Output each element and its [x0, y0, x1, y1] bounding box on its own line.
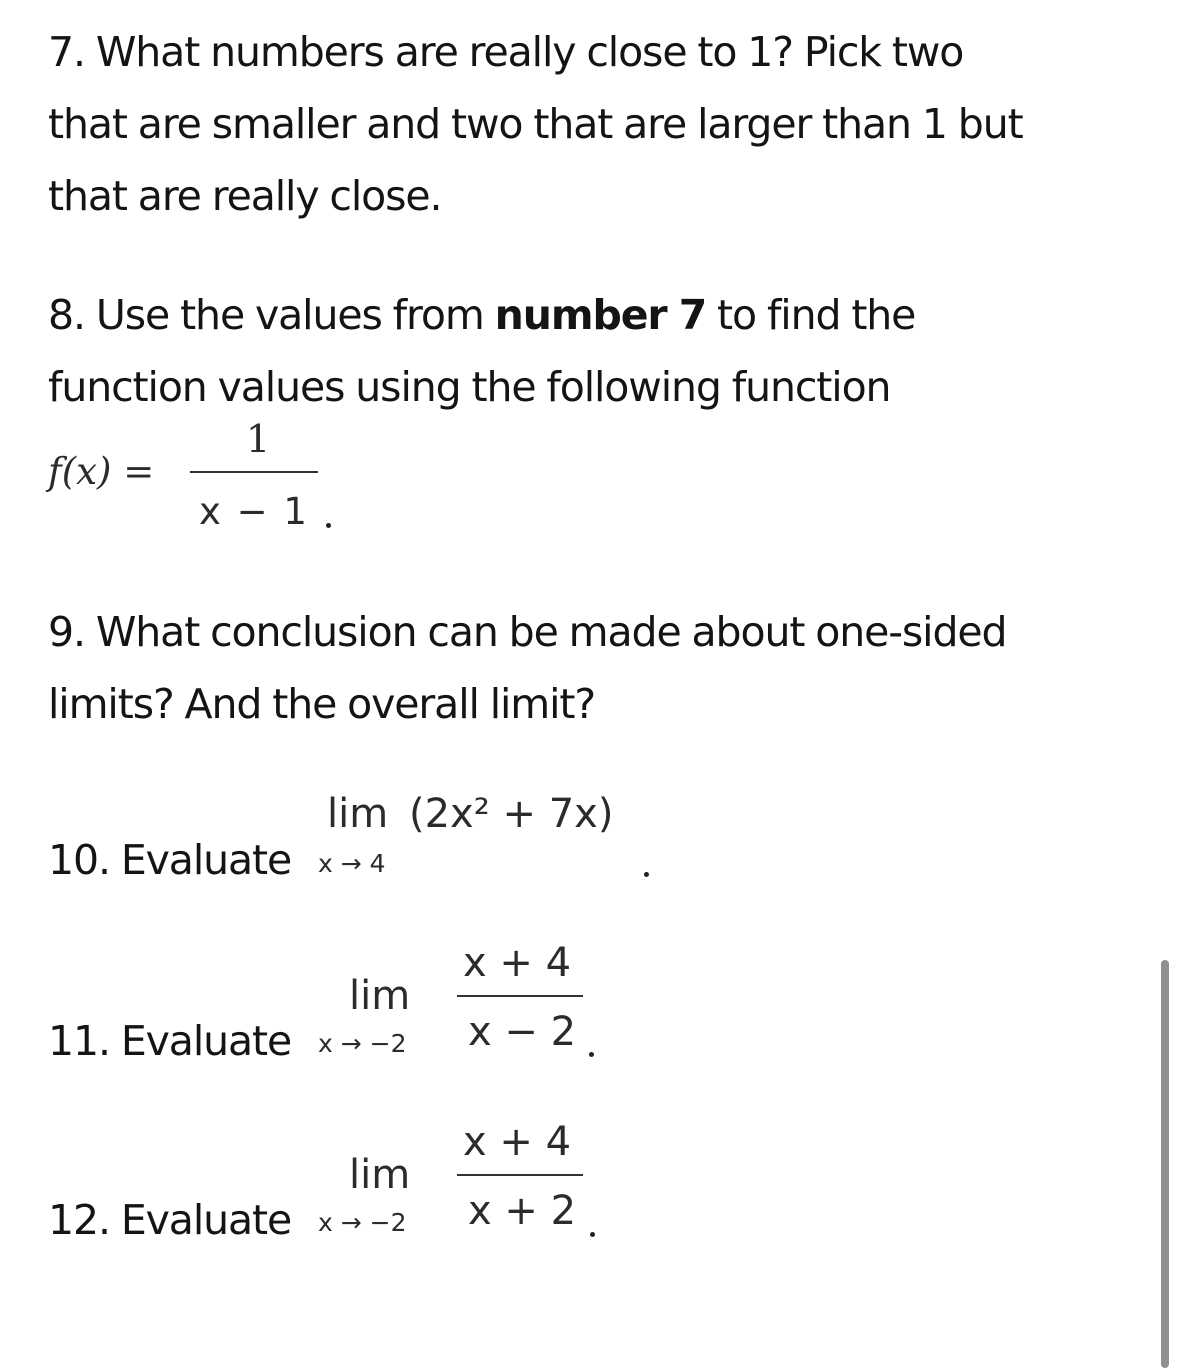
- question-7-line-1: 7. What numbers are really close to 1? Pick two: [48, 28, 964, 76]
- function-fraction-bar: [190, 471, 318, 473]
- question-10-period: [644, 872, 649, 877]
- question-12-numerator: x + 4: [463, 1119, 572, 1165]
- question-12-subscript: x → −2: [318, 1208, 407, 1237]
- function-numerator: 1: [246, 417, 271, 461]
- question-11-lim: lim: [349, 973, 411, 1019]
- function-period: [326, 523, 331, 528]
- question-11-denominator: x − 2: [468, 1009, 577, 1055]
- question-8-prefix: 8. Use the values from: [48, 291, 495, 339]
- question-12-label: 12. Evaluate: [48, 1196, 292, 1244]
- question-8-suffix: to find the: [706, 291, 916, 339]
- question-10-expression: (2x² + 7x): [409, 791, 614, 837]
- question-8-line-2: function values using the following function: [48, 363, 891, 411]
- question-12-denominator: x + 2: [468, 1188, 577, 1234]
- question-9-line-2: limits? And the overall limit?: [48, 680, 596, 728]
- question-7-line-2: that are smaller and two that are larger than 1 but: [48, 100, 1023, 148]
- question-7: [48, 16, 1023, 232]
- question-12-fraction-bar: [457, 1174, 583, 1176]
- question-8-line-1: [48, 279, 915, 351]
- vertical-scrollbar[interactable]: [1161, 960, 1169, 1368]
- question-7-line-3: that are really close.: [48, 172, 442, 220]
- question-8-bold-reference: number 7: [494, 291, 707, 339]
- question-9: [48, 596, 1006, 740]
- function-lhs: f(x) =: [48, 450, 155, 493]
- question-11-subscript: x → −2: [318, 1029, 407, 1058]
- question-11-label: 11. Evaluate: [48, 1017, 292, 1065]
- question-11-fraction-bar: [457, 995, 583, 997]
- question-9-line-1: 9. What conclusion can be made about one-sided: [48, 608, 1007, 656]
- question-12-lim: lim: [349, 1152, 411, 1198]
- question-10-subscript: x → 4: [318, 849, 386, 878]
- question-12-period: [590, 1232, 595, 1237]
- question-10-label: 10. Evaluate: [48, 836, 292, 884]
- question-10-lim: lim: [327, 791, 389, 837]
- function-denominator: x − 1: [199, 490, 309, 533]
- question-11-numerator: x + 4: [463, 940, 572, 986]
- question-8: [48, 279, 915, 423]
- question-11-period: [589, 1052, 594, 1057]
